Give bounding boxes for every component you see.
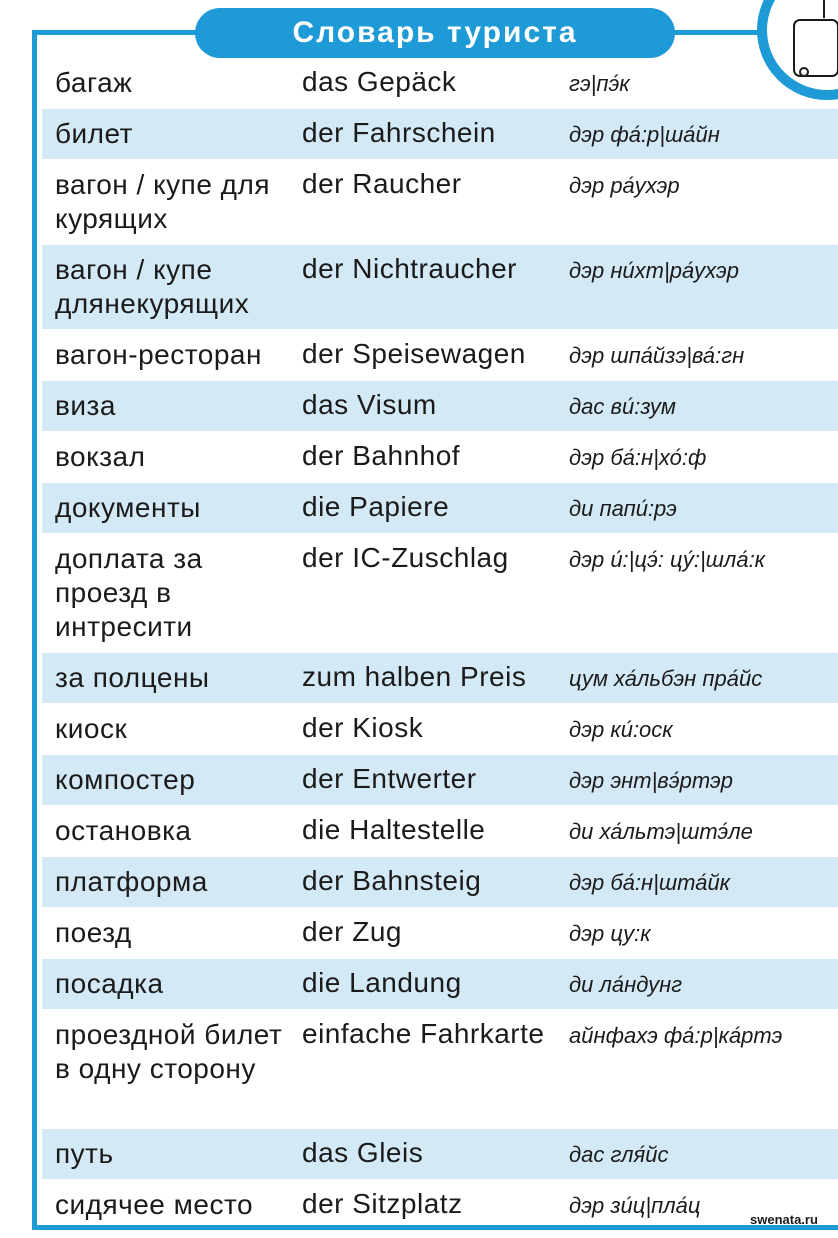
german-word: der Raucher xyxy=(302,168,462,199)
table-row xyxy=(42,432,838,482)
german-word: der Kiosk xyxy=(302,712,424,743)
german-word: der Entwerter xyxy=(302,763,477,794)
page-title: Словарь туриста xyxy=(195,8,675,58)
german-word: der Fahrschein xyxy=(302,117,496,148)
german-word: die Papiere xyxy=(302,491,450,522)
german-word: der Bahnhof xyxy=(302,440,461,471)
german-word: zum halben Preis xyxy=(302,661,527,692)
russian-word: виза xyxy=(55,390,116,421)
table-row xyxy=(42,704,838,754)
german-word: der Zug xyxy=(302,916,402,947)
table-row xyxy=(42,1129,838,1179)
table-row xyxy=(42,381,838,431)
german-word: der Speisewagen xyxy=(302,338,526,369)
german-word: die Haltestelle xyxy=(302,814,486,845)
table-row xyxy=(42,806,838,856)
transcription: гэ|пэ́к xyxy=(569,71,630,96)
table-row xyxy=(42,755,838,805)
german-word: der IC-Zuschlag xyxy=(302,542,509,573)
russian-word: багаж xyxy=(55,67,133,98)
german-word: das Gepäck xyxy=(302,66,457,97)
table-row xyxy=(42,330,838,380)
russian-word: сидячее место xyxy=(55,1189,254,1220)
table-row xyxy=(42,534,838,652)
transcription: дэр зи́ц|пла́ц xyxy=(569,1193,701,1218)
table-row xyxy=(42,653,838,703)
russian-word: вагон / купе длянекурящих xyxy=(55,254,250,319)
table-row xyxy=(42,109,838,159)
transcription: дас ви́:зум xyxy=(569,394,676,419)
russian-word: проездной билет в одну сторону xyxy=(55,1019,283,1084)
russian-word: посадка xyxy=(55,968,164,999)
russian-word: путь xyxy=(55,1138,114,1169)
transcription: ди ха́льтэ|штэ́ле xyxy=(569,819,753,844)
german-word: einfache Fahrkarte xyxy=(302,1018,545,1049)
german-word: das Gleis xyxy=(302,1137,424,1168)
transcription: ди папи́:рэ xyxy=(569,496,677,521)
russian-word: вокзал xyxy=(55,441,146,472)
russian-word: вагон / купе для курящих xyxy=(55,169,271,234)
transcription: дэр ба́:н|хо́:ф xyxy=(569,445,707,470)
russian-word: платформа xyxy=(55,866,208,897)
german-word: der Bahnsteig xyxy=(302,865,482,896)
table-row xyxy=(42,160,838,244)
transcription: цум ха́льбэн пра́йс xyxy=(569,666,763,691)
russian-word: остановка xyxy=(55,815,192,846)
table-row xyxy=(42,58,838,108)
transcription: дэр шпа́йзэ|ва́:гн xyxy=(569,343,745,368)
transcription: айнфахэ фа́:р|ка́ртэ xyxy=(569,1023,783,1048)
watermark: swenata.ru xyxy=(750,1212,818,1227)
transcription: дэр цу:к xyxy=(569,921,651,946)
russian-word: компостер xyxy=(55,764,196,795)
german-word: der Nichtraucher xyxy=(302,253,517,284)
table-row xyxy=(42,245,838,329)
vocabulary-table xyxy=(42,58,838,1231)
german-word: die Landung xyxy=(302,967,462,998)
table-row xyxy=(42,1010,838,1128)
german-word: der Sitzplatz xyxy=(302,1188,463,1219)
table-row xyxy=(42,959,838,1009)
russian-word: билет xyxy=(55,118,133,149)
transcription: дэр ки́:оск xyxy=(569,717,673,742)
transcription: дэр ба́:н|шта́йк xyxy=(569,870,731,895)
transcription: дас гля́йс xyxy=(569,1142,669,1167)
russian-word: вагон-ресторан xyxy=(55,339,262,370)
transcription: дэр ра́ухэр xyxy=(569,173,680,198)
transcription: ди ла́ндунг xyxy=(569,972,683,997)
transcription: дэр фа́:р|ша́йн xyxy=(569,122,720,147)
russian-word: доплата за проезд в интресити xyxy=(55,543,203,642)
transcription: дэр и́:|цэ́: цу́:|шла́:к xyxy=(569,547,766,572)
table-row xyxy=(42,857,838,907)
russian-word: киоск xyxy=(55,713,128,744)
russian-word: документы xyxy=(55,492,201,523)
russian-word: за полцены xyxy=(55,662,210,693)
table-row xyxy=(42,483,838,533)
german-word: das Visum xyxy=(302,389,437,420)
table-row xyxy=(42,908,838,958)
table-row xyxy=(42,1180,838,1230)
transcription: дэр энт|вэ́ртэр xyxy=(569,768,733,793)
transcription: дэр ни́хт|ра́ухэр xyxy=(569,258,739,283)
russian-word: поезд xyxy=(55,917,132,948)
